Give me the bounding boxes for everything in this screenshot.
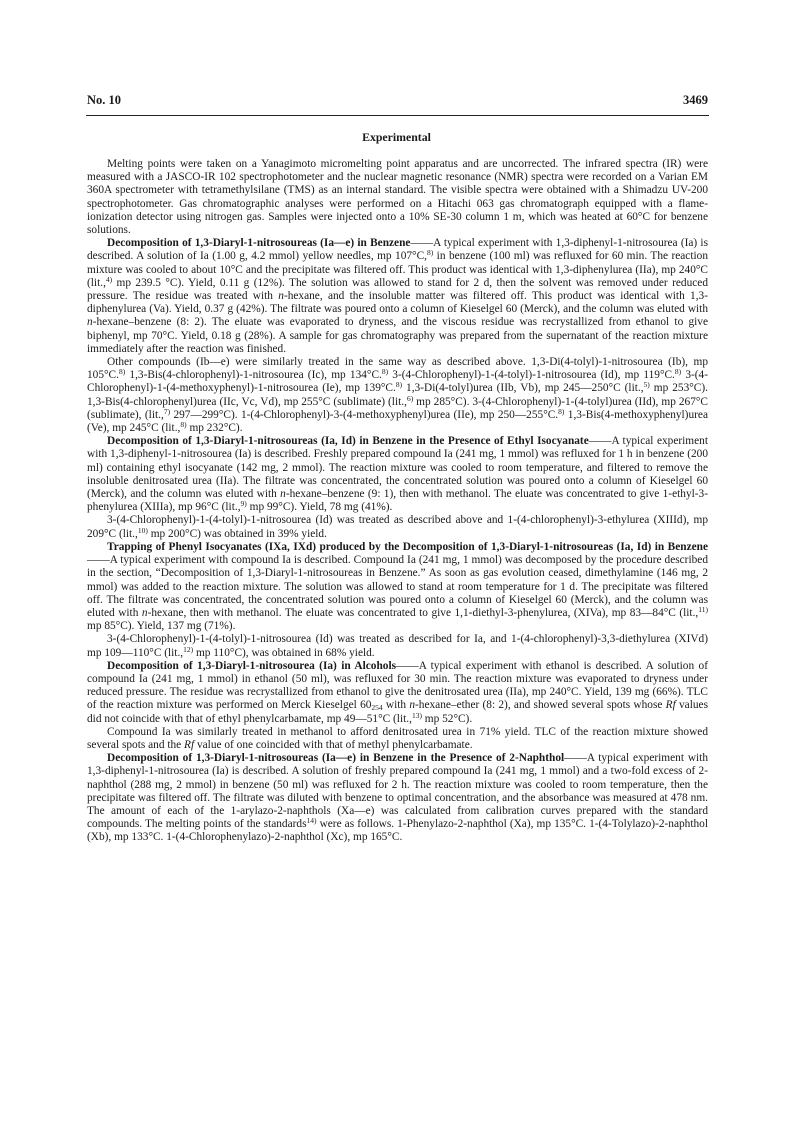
reference-superscript: 8) bbox=[381, 367, 389, 377]
paragraph bbox=[87, 356, 708, 435]
paragraph-text: -hexane–benzene (9: 1), then with methanol. The eluate was concentrated to give 1-ethyl-3-phenylurea (XIIIa), mp 96°C (lit., bbox=[87, 488, 708, 514]
paragraph bbox=[87, 237, 708, 356]
italic-text: n bbox=[409, 699, 416, 712]
paragraph-text: -hexane–benzene (8: 2). The eluate was evaporated to dryness, and the viscous residue was recrystallized from ethanol to give biphenyl, mp 70°C. Yield, 0.18 g (28%). A sample for gas chromatography was prepared from the supernatant of the reaction mixture immediately after the reaction was finished. bbox=[87, 316, 708, 355]
reference-superscript: 8) bbox=[427, 248, 434, 258]
reference-superscript: 10) bbox=[137, 525, 148, 535]
paragraph-text: 3-(4-Chlorophenyl)-1-(4-tolyl)-1-nitrosourea (Id) was treated as described above and 1-(4-chlorophenyl)-3-ethylurea (XIIId), mp 209°C (lit., bbox=[87, 514, 708, 540]
paragraph bbox=[87, 726, 708, 752]
run-in-heading: Trapping of Phenyl Isocyanates (IXa, IXd) produced by the Decomposition of 1,3-Diaryl-1-nitrosoureas (Ia, Id) in Benzene bbox=[107, 540, 708, 553]
run-in-heading: Decomposition of 1,3-Diaryl-1-nitrosoureas (Ia—e) in Benzene in the Presence of 2-Naphthol bbox=[107, 752, 565, 765]
italic-text: Rf bbox=[184, 738, 195, 751]
page-number: 3469 bbox=[683, 93, 708, 107]
paragraph-text: mp 239.5 °C). Yield, 0.11 g (12%). The solution was allowed to stand for 2 d, then the solvent was removed under reduced pressure. The residue was treated with bbox=[87, 276, 708, 303]
run-in-heading: Decomposition of 1,3-Diaryl-1-nitrosoureas (Ia, Id) in Benzene in the Presence of Ethyl Isocyanate bbox=[107, 435, 589, 448]
paragraph-text: ——A typical experiment with 1,3-diphenyl-1-nitrosourea (Ia) is described. A solution of Ia (1.00 g, 4.2 mmol) yellow needles, mp 107°C, bbox=[87, 237, 708, 263]
reference-superscript: 4) bbox=[105, 274, 113, 284]
paragraph bbox=[87, 660, 708, 726]
paragraph-text: values did not coincide with that of ethyl phenylcarbamate, mp 49—51°C (lit., bbox=[87, 699, 708, 725]
issue-label: No. 10 bbox=[87, 93, 122, 107]
paragraph-text: were as follows. 1-Phenylazo-2-naphthol (Xa), mp 135°C. 1-(4-Tolylazo)-2-naphthol (Xb), mp 133°C. 1-(4-Chlorophenylazo)-2-naphthol (Xc), mp 165°C. bbox=[87, 818, 708, 844]
reference-superscript: 12) bbox=[183, 644, 194, 654]
paragraph-text: Melting points were taken on a Yanagimoto micromelting point apparatus and are uncorrected. The infrared spectra (IR) were measured with a JASCO-IR 102 spectrophotometer and the nuclear magnetic resonance (NMR) spectra were recorded on a Varian EM 360A spectrometer with tetramethylsilane (TMS) as an internal standard. The visible spectra were obtained with a Shimadzu UV-200 spectrophotometer. Gas chromatographic analyses were performed on a Hitachi 063 gas chromatograph equipped with a flame-ionization detector using nitrogen gas. Samples were injected onto a 10% SE-30 column 1 m, which was heated at 60°C for benzene solutions. bbox=[87, 158, 708, 237]
reference-superscript: 7) bbox=[163, 406, 171, 416]
paragraph-text: 3-(4-Chlorophenyl)-1-(4-tolyl)-1-nitrosourea (Id), mp 119°C. bbox=[388, 369, 675, 382]
reference-superscript: 8) bbox=[395, 380, 403, 390]
paragraph-text: ——A typical experiment with compound Ia is described. Compound Ia (241 mg, 1 mmol) was decomposed by the procedure described in the section, “Decomposition of 1,3-Diaryl-1-nitrosoureas in Benzene.” As soon as gas evolution ceased, dimethylamine (146 mg, 2 mmol) was added to the reaction mixture. The solution was allowed to stand at room temperature for 1 d. The precipitate was filtered off. The filtrate was concentrated, the concentrated solution was poured onto a column of Kieselgel 60 (Merck), and the column was eluted with bbox=[87, 554, 708, 619]
paragraph-text: mp 85°C). Yield, 137 mg (71%). bbox=[87, 620, 236, 633]
paragraph-text: ——A typical experiment with 1,3-diphenyl-1-nitrosourea (Ia) is described. A solution of freshly prepared compound Ia (241 mg, 1 mmol) and a two-fold excess of 2-naphthol (288 mg, 2 mmol) in benzene (50 ml) was refluxed for 2 h. The reaction mixture was cooled to room temperature, then the precipitate was filtered off. The filtrate was diluted with benzene to optimal concentration, and the absorbance was measured at 478 nm. The amount of each of the 1-arylazo-2-naphthols (Xa—e) was calculated from calibration curves prepared with the standard compounds. The melting points of the standards bbox=[87, 752, 708, 831]
reference-superscript: 9) bbox=[240, 499, 247, 509]
paragraph-text: mp 232°C). bbox=[186, 422, 243, 435]
paragraph-text: 1,3-Bis(4-chlorophenyl)-1-nitrosourea (Ic), mp 134°C. bbox=[125, 369, 382, 382]
paragraph-text: mp 253°C). 1,3-Bis(4-chlorophenyl)urea (IIc, Vc, Vd), mp 255°C (sublimate) (lit., bbox=[87, 382, 708, 408]
paragraph-text: -hexane–ether (8: 2), and showed several spots whose bbox=[415, 699, 666, 712]
paragraph-text: mp 200°C) was obtained in 39% yield. bbox=[147, 527, 327, 540]
paragraph bbox=[87, 633, 708, 659]
run-in-heading: Decomposition of 1,3-Diaryl-1-nitrosourea (Ia) in Alcohols bbox=[107, 659, 397, 672]
header-rule bbox=[86, 115, 709, 116]
paragraph-text: -hexane, and the insoluble matter was filtered off. This product was identical with 1,3-diphenylurea (Va). Yield, 0.37 g (42%). The filtrate was poured onto a column of Kieselgel 60 (Merck), and the column was eluted with bbox=[87, 290, 708, 316]
paragraph-text: 297—299°C). 1-(4-Chlorophenyl)-3-(4-methoxyphenyl)urea (IIe), mp 250—255°C. bbox=[170, 408, 559, 421]
reference-superscript: 13) bbox=[411, 710, 422, 720]
italic-text: n bbox=[280, 488, 286, 501]
reference-superscript: 8) bbox=[674, 367, 682, 377]
reference-superscript: 8) bbox=[558, 406, 565, 416]
paragraph-text: 3-(4-Chlorophenyl)-1-(4-tolyl)-1-nitrosourea (Id) was treated as described for Ia, and 1-(4-chlorophenyl)-3,3-diethylurea (XIVd) mp 109—110°C (lit., bbox=[87, 633, 708, 659]
paragraph-text: with bbox=[382, 699, 410, 712]
paragraph-text: Compound Ia was similarly treated in methanol to afford denitrosated urea in 71% yield. TLC of the reaction mixture showed several spots and the bbox=[87, 725, 708, 751]
paragraph-text: mp 99°C). Yield, 78 mg (41%). bbox=[246, 501, 393, 514]
paragraph-text: ——A typical experiment with ethanol is described. A solution of compound Ia (241 mg, 1 mmol) in ethanol (50 ml), was refluxed for 30 min. The reaction mixture was evaporated to dryness under reduced pressure. The residue was recrystallized from ethanol to give the denitrosated urea (IIa), mp 240°C. Yield, 139 mg (66%). TLC of the reaction mixture was performed on Merck Kieselgel 60 bbox=[87, 659, 708, 712]
paragraph-text: Other compounds (Ib—e) were similarly treated in the same way as described above. 1,3-Di(4-tolyl)-1-nitrosourea (Ib), mp 105°C. bbox=[87, 356, 708, 382]
italic-text: Rf bbox=[665, 699, 676, 712]
reference-superscript: 11) bbox=[698, 604, 708, 614]
paragraph bbox=[87, 435, 708, 514]
paragraph-text: mp 110°C), was obtained in 68% yield. bbox=[193, 646, 375, 659]
reference-superscript: 8) bbox=[180, 420, 187, 430]
paragraph bbox=[87, 158, 708, 237]
paragraph-text: 3-(4-Chlorophenyl)-1-(4-methoxyphenyl)-1-nitrosourea (Ie), mp 139°C. bbox=[87, 369, 709, 395]
experimental-body bbox=[87, 158, 708, 845]
paragraph bbox=[87, 514, 708, 540]
reference-superscript: 8) bbox=[118, 367, 126, 377]
subscript: 254 bbox=[371, 703, 383, 713]
run-in-heading: Decomposition of 1,3-Diaryl-1-nitrosoureas (Ia—e) in Benzene bbox=[107, 237, 411, 250]
paragraph bbox=[87, 541, 708, 633]
italic-text: n bbox=[141, 606, 148, 619]
paragraph bbox=[87, 752, 708, 844]
paragraph-text: value of one coincided with that of methyl phenylcarbamate. bbox=[194, 738, 473, 751]
paragraph-text: 1,3-Bis(4-methoxyphenyl)urea (Ve), mp 245°C (lit., bbox=[87, 408, 708, 435]
paragraph-text: -hexane, then with methanol. The eluate was concentrated to give 1,1-diethyl-3-phenylurea, (XIVa), mp 83—84°C (lit., bbox=[147, 606, 699, 619]
italic-text: n bbox=[87, 316, 93, 329]
reference-superscript: 6) bbox=[406, 393, 414, 403]
reference-superscript: 5) bbox=[643, 380, 650, 390]
italic-text: n bbox=[278, 290, 284, 303]
section-heading: Experimental bbox=[362, 130, 431, 144]
reference-superscript: 14) bbox=[306, 816, 317, 826]
paragraph-text: mp 285°C). 3-(4-Chlorophenyl)-1-(4-tolyl)urea (IId), mp 267°C (sublimate), (lit., bbox=[87, 395, 708, 421]
paragraph-text: ——A typical experiment with 1,3-diphenyl-1-nitrosourea (Ia) is described. Freshly prepared compound Ia (241 mg, 1 mmol) was refluxed for 1 h in benzene (200 ml) containing ethyl isocyanate (142 mg, 2 mmol). The reaction mixture was cooled to room temperature, and filtered to remove the insoluble denitrosated urea (IIa). The filtrate was concentrated, the concentrated solution was poured onto a column of Kieselgel 60 (Merck), and the column was eluted with bbox=[87, 435, 708, 501]
paragraph-text: 1,3-Di(4-tolyl)urea (IIb, Vb), mp 245—250°C (lit., bbox=[402, 382, 644, 395]
paragraph-text: in benzene (100 ml) was refluxed for 60 min. The reaction mixture was cooled to about 10°C and the precipitate was filtered off. This product was identical with 1,3-diphenylurea (IIa), mp 240°C (lit., bbox=[87, 250, 708, 289]
paragraph-text: mp 52°C). bbox=[421, 712, 473, 725]
